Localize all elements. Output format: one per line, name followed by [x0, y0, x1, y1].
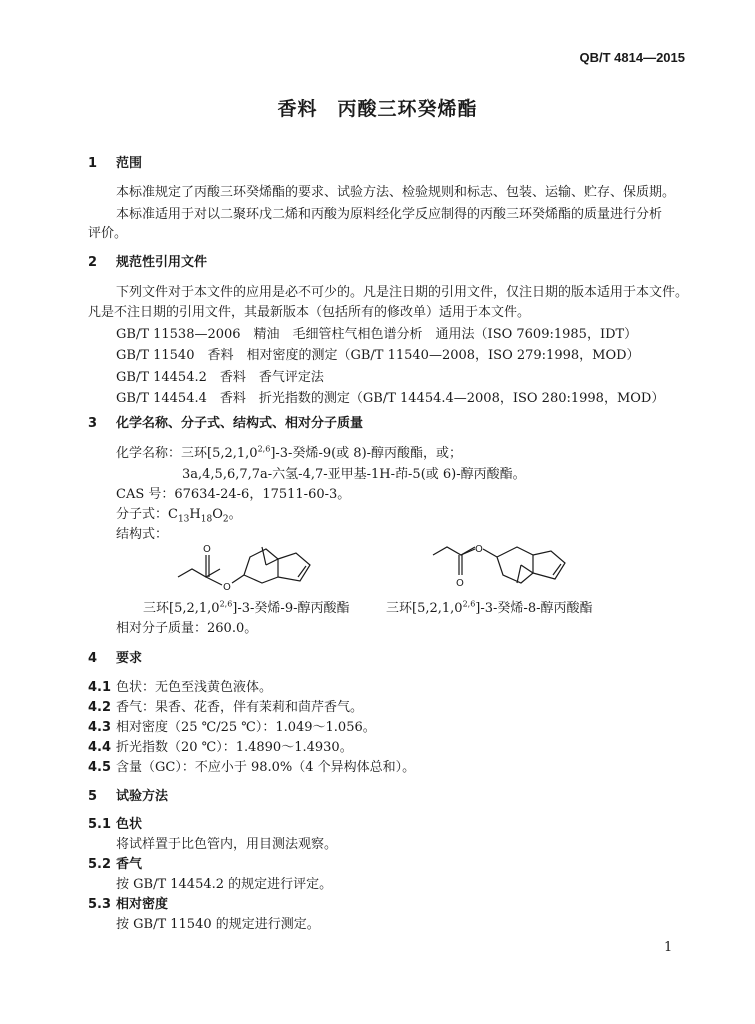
chemical-name-2: 3a,4,5,6,7,7a-六氢-4,7-亚甲基-1H-茚-5(或 6)-醇丙酸酯。: [182, 467, 526, 482]
subscript: 13: [177, 514, 190, 525]
paragraph: 下列文件对于本文件的应用是必不可少的。凡是注日期的引用文件，仅注日期的版本适用于本文件。: [116, 285, 689, 300]
caption-text: ]-3-癸烯-9-醇丙酸酯: [232, 601, 350, 616]
chemical-name-line: [116, 442, 462, 461]
superscript: 2,6: [462, 599, 476, 609]
requirement-item: [88, 696, 363, 715]
formula-text: 分子式：C: [116, 507, 178, 522]
section-3-heading: [88, 412, 363, 431]
item-text: 折光指数（20 ℃）：1.4890～1.4930。: [116, 740, 353, 755]
item-number: 4.3: [88, 720, 112, 735]
section-title: 化学名称、分子式、结构式、相对分子质量: [116, 416, 364, 431]
caption-text: ]-3-癸烯-8-醇丙酸酯: [475, 601, 593, 616]
chemical-name-1: 三环[5,2,1,0: [181, 446, 258, 461]
section-number: 5: [88, 789, 98, 804]
molecular-mass: 相对分子质量：260.0。: [116, 621, 258, 636]
reference-item: GB/T 11540 香料 相对密度的测定（GB/T 11540—2008，ISO 279:1998，MOD）: [116, 348, 640, 363]
subsection-title: 香气: [116, 857, 143, 872]
superscript: 2,6: [257, 444, 271, 454]
item-text: 含量（GC）：不应小于 98.0%（4 个异构体总和）。: [116, 760, 416, 775]
section-2-heading: [88, 251, 207, 270]
cas-number: CAS 号：67634-24-6，17511-60-3。: [116, 487, 351, 502]
item-number: 4.1: [88, 680, 112, 695]
structure-caption-1: [143, 597, 349, 616]
subsection-number: 5.1: [88, 817, 112, 832]
requirement-item: [88, 756, 415, 775]
formula-text: 。: [228, 507, 242, 522]
oxygen-atom-label: O: [203, 544, 211, 555]
section-number: 4: [88, 651, 98, 666]
page-number: 1: [664, 940, 673, 955]
section-number: 1: [88, 156, 98, 171]
section-5-heading: [88, 785, 168, 804]
requirement-item: [88, 716, 376, 735]
item-number: 4.5: [88, 760, 112, 775]
reference-item: GB/T 11538—2006 精油 毛细管柱气相色谱分析 通用法（ISO 7609:1985，IDT）: [116, 327, 638, 342]
subsection-number: 5.2: [88, 857, 112, 872]
structure-label: 结构式：: [116, 527, 169, 542]
structure-caption-2: [386, 597, 592, 616]
oxygen-atom-label: O: [475, 544, 483, 555]
requirement-item: [88, 676, 272, 695]
section-number: 3: [88, 416, 98, 431]
chemical-name-1-rest: ]-3-癸烯-9(或 8)-醇丙酸酯，或；: [270, 446, 463, 461]
paragraph: 按 GB/T 11540 的规定进行测定。: [116, 917, 320, 932]
subsection-heading: [88, 893, 168, 912]
subscript: 18: [200, 514, 213, 525]
structure-diagram-9-ol: [170, 535, 330, 595]
paragraph: 本标准规定了丙酸三环癸烯酯的要求、试验方法、检验规则和标志、包装、运输、贮存、保质期。: [116, 185, 676, 200]
subsection-title: 相对密度: [116, 897, 169, 912]
section-title: 试验方法: [116, 789, 169, 804]
section-4-heading: [88, 647, 142, 666]
item-text: 相对密度（25 ℃/25 ℃）：1.049～1.056。: [116, 720, 376, 735]
structure-diagram-8-ol: [425, 535, 585, 595]
reference-item: GB/T 14454.4 香料 折光指数的测定（GB/T 14454.4—2008，ISO 280:1998，MOD）: [116, 391, 665, 406]
item-number: 4.2: [88, 700, 112, 715]
section-number: 2: [88, 255, 98, 270]
item-text: 色状：无色至浅黄色液体。: [116, 680, 273, 695]
molecular-formula: [116, 503, 242, 525]
caption-text: 三环[5,2,1,0: [386, 601, 463, 616]
paragraph: 评价。: [88, 226, 128, 241]
subsection-number: 5.3: [88, 897, 112, 912]
subsection-title: 色状: [116, 817, 143, 832]
section-title: 规范性引用文件: [116, 255, 208, 270]
paragraph: 按 GB/T 14454.2 的规定进行评定。: [116, 877, 333, 892]
section-title: 要求: [116, 651, 143, 666]
standard-code: QB/T 4814—2015: [579, 50, 685, 65]
paragraph: 凡是不注日期的引用文件，其最新版本（包括所有的修改单）适用于本文件。: [88, 305, 531, 320]
requirement-item: [88, 736, 353, 755]
formula-text: O: [212, 507, 223, 522]
subscript: 2: [222, 514, 229, 525]
oxygen-atom-label: O: [223, 582, 231, 593]
item-text: 香气：果香、花香，伴有茉莉和茴芹香气。: [116, 700, 364, 715]
paragraph: 本标准适用于对以二聚环戊二烯和丙酸为原料经化学反应制得的丙酸三环癸烯酯的质量进行分析: [116, 207, 663, 222]
subsection-heading: [88, 813, 142, 832]
reference-item: GB/T 14454.2 香料 香气评定法: [116, 370, 324, 385]
superscript: 2,6: [219, 599, 233, 609]
document-title: 香料 丙酸三环癸烯酯: [277, 98, 478, 120]
oxygen-atom-label: O: [456, 578, 464, 589]
paragraph: 将试样置于比色管内，用目测法观察。: [116, 837, 338, 852]
item-number: 4.4: [88, 740, 112, 755]
subsection-heading: [88, 853, 142, 872]
caption-text: 三环[5,2,1,0: [143, 601, 220, 616]
section-1-heading: [88, 152, 142, 171]
section-title: 范围: [116, 156, 143, 171]
formula-text: H: [189, 507, 201, 522]
chemical-name-label: 化学名称：: [116, 446, 182, 461]
